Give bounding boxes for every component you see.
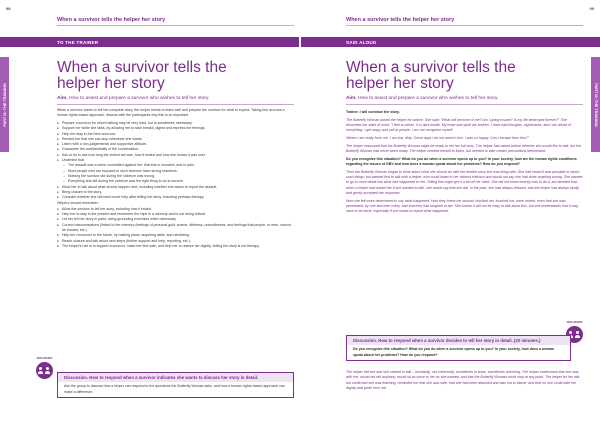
aim-label: Aim. — [346, 96, 357, 101]
person-icon — [576, 331, 579, 334]
list-item: ■ Consider whether she will need more help after telling her story, including perhaps therapy. — [57, 195, 294, 200]
story-paragraph: The helper did see and she started to talk – hesitantly, not coherently, sometimes in tears, sometimes shivering. The helper understood that she was with her, would not tell anybody, would sit as close to her as she wanted, and that the Butterfly Woman could stop at any point. The helper let her talk but confirmed she was listening, reminded her that she was safe, that she had been attacked and was not to blame, and that no one could take her dignity and pride from her. — [346, 370, 580, 390]
running-head-rule — [346, 25, 583, 26]
section-band — [0, 37, 299, 47]
page-title-line-2: helper her story — [346, 75, 454, 92]
discussion-icon-label: DISCUSSION — [36, 357, 53, 360]
list-item: ■ Bring closure to the story. — [57, 190, 294, 195]
list-item: ■ Help her to stay in the present and remember the rape is a memory and is not being relived. — [57, 212, 294, 217]
discussion-icon — [36, 357, 53, 379]
running-head: When a survivor tells the helper her story — [346, 17, 455, 23]
list-item: ■ The helper's role is to support a survivor, make her feel safe, and help her to restore her dignity; telling the story is not therapy. — [57, 244, 294, 249]
side-tab — [0, 57, 9, 152]
section-band-label: SAID ALOUD — [346, 39, 377, 45]
discussion-box — [57, 372, 294, 398]
page-title — [57, 60, 227, 92]
person-body-icon — [575, 335, 580, 338]
page-title-line-1: When a survivor tells the — [57, 59, 227, 76]
discussion-text: Ask the group to discuss how a helper can respond to the questions the Butterfly Woman asks, and how a human rights-based approach can make a difference. — [64, 384, 285, 394]
discussion-text: Do you recognize this situation? What do you do when a survivor opens up to you? In your society, how does a woman speak about her problems? How do you respond? — [353, 347, 555, 357]
discussion-box — [346, 335, 571, 361]
list-item: ■ Reach closure and talk about next steps (further support and help, reporting, etc.). — [57, 239, 294, 244]
list-item: ■ Help her reconnect to the future, by making plans, acquiring skills, and rebuilding. — [57, 233, 294, 238]
page-title-line-2: helper her story — [57, 75, 165, 92]
list-item: ■ Underline that — [57, 158, 294, 163]
list-item: ■ Let her tell her story in parts, using grounding exercises when necessary. — [57, 217, 294, 222]
discussion-heading: Discussion. How to respond when a survivor indicates she wants to discuss her story in detail. — [58, 373, 293, 382]
list-item: ■ Help her stay in the here and now. — [57, 132, 294, 137]
page-number: 99 — [589, 6, 594, 11]
list-item: ■ Prepare a survivor for whom talking may be very hard, but is sometimes necessary. — [57, 121, 294, 126]
helpers-list — [57, 207, 294, 249]
right-page — [300, 0, 600, 424]
list-item: ■ Support her while she talks, by allowing her to take breaks, digest and express her feelings. — [57, 126, 294, 131]
sub-list-item: – Most people who are exposed to such violence have strong reactions. — [57, 169, 294, 174]
trainer-line: Trainer. I will continue the story. — [346, 110, 400, 114]
running-head-rule — [57, 25, 294, 26]
trainer-notes — [57, 108, 294, 249]
running-head: When a survivor tells the helper her story — [57, 17, 166, 23]
page-number: 98 — [6, 6, 11, 11]
aim-text: How to assist and prepare a survivor who wishes to tell her story. — [357, 96, 499, 101]
aim-rule — [346, 104, 583, 105]
list-item: ■ Allow her to talk about what should happen next, including whether she wants to report the assault. — [57, 185, 294, 190]
aim-line — [346, 96, 583, 101]
person-body-icon — [45, 371, 50, 374]
aim-label: Aim. — [57, 96, 68, 101]
list-item: ■ Remind her that she can stop whenever she wants. — [57, 137, 294, 142]
section-band-label: TO THE TRAINER — [57, 39, 99, 45]
list-item: ■ Allow the survivor to tell her story, including how it ended. — [57, 207, 294, 212]
aim-rule — [57, 104, 294, 105]
page-title — [346, 60, 516, 92]
person-icon — [39, 367, 42, 370]
sub-list-item: – The assault was a crime committed against her, that she is innocent, and in pain. — [57, 163, 294, 168]
person-icon — [569, 331, 572, 334]
side-tab — [591, 57, 600, 152]
list-item: ■ Ask or try to ask how long the violent act was, how it ended and how she knows it was over. — [57, 153, 294, 158]
list-item: ■ Guarantee the confidentiality of the conversation. — [57, 147, 294, 152]
list-item: ■ Listen with a non-judgemental and supportive attitude. — [57, 142, 294, 147]
question-paragraph: Do you recognize this situation? What do you do when a survivor opens up to you? In your society, how are the human rights conditions regarding the issues of GBV and how does a woman speak about her problems? How do you respond? — [346, 156, 577, 166]
closing-story — [346, 370, 583, 394]
story-paragraph: Where I am really from me. I am lost, dirty. Some days I do not want to live. I was so happy. Can I escape from this?" — [346, 135, 529, 140]
helpers-heading: Helpers should remember: — [57, 201, 99, 206]
story-paragraph: The Butterfly Woman asked the helper for advice. She said: "What will become of me? Am I going insane? Is my life destroyed forever?" She described her state of mind: "I feel so alone. It is dark inside. My heart and spirit are broken. I have bad thoughts, nightmares, and I am afraid of everything. I get angry and yell at people. I am not recognize myself. — [346, 117, 572, 133]
section-band — [301, 37, 600, 47]
intro-paragraph: When a survivor wants to tell her complete story, the helper needs to listen well and prepare the survivor for what to expect. Taking into account a human rights-based approach, discuss with the participants why this is so important. — [57, 108, 285, 118]
side-tab-label: PART III: THE TRAINING — [593, 82, 598, 127]
sub-list-item: – Everything she did during the violence was the right thing to do to survive. — [57, 179, 294, 184]
sub-list-item: – Nothing the survivor did during the violence was wrong. — [57, 174, 294, 179]
story-paragraph: Then the Butterfly Woman began to think about what she should do with the terrible story she was living with. She had heard it was possible to report such things, but wanted first to talk with a helper, who could listen to her without criticism and would not say she had done anything wrong. She wanted to go in more detail into what had happened to her. Telling this might get it a bit off her mind. She did not know exactly how to do it, but decided that, when a helper had asked her if she wanted to talk, she would say that she did. In the past, she had always refused, and the helper had always kindly and gently accepted her response. — [346, 169, 583, 195]
person-icon — [46, 367, 49, 370]
aim-line — [57, 96, 294, 101]
list-item: ■ Correct misconceptions (linked to her memory (feelings of personal guilt, shame, dirtiness, unworthiness, and feelings that people, or men, cannot be trusted, etc.). — [57, 223, 294, 234]
story-paragraph: Now she felt more determined to say what happened. How they threw her around, insulted her, touched her, were violent, even that she was penetrated, by one and then many, and that they had laughed at her. She knows it will not be easy to talk about this, but she understands that it may have to be done, especially if she wants to report what happened. — [346, 198, 579, 214]
discussion-icon-label: DISCUSSION — [566, 321, 583, 324]
discussion-heading: Discussion. How to respond when a survivor decides to tell her story in detail. (20 minutes.) — [347, 336, 570, 345]
said-aloud-text — [346, 110, 583, 217]
story-paragraph: The helper reassured that the Butterfly Woman might be ready to tell her full story. The helper had asked before whether she would like to talk, but the Butterfly Woman had never been ready. The helper needed herself to listen, but needed to take certain precautions beforehand. — [346, 143, 582, 153]
side-tab-label: PART III: THE TRAINING — [2, 82, 7, 127]
aim-text: How to assist and prepare a survivor who wishes to tell her story. — [68, 96, 210, 101]
person-body-icon — [38, 371, 43, 374]
guidance-list — [57, 121, 294, 200]
page-title-line-1: When a survivor tells the — [346, 59, 516, 76]
